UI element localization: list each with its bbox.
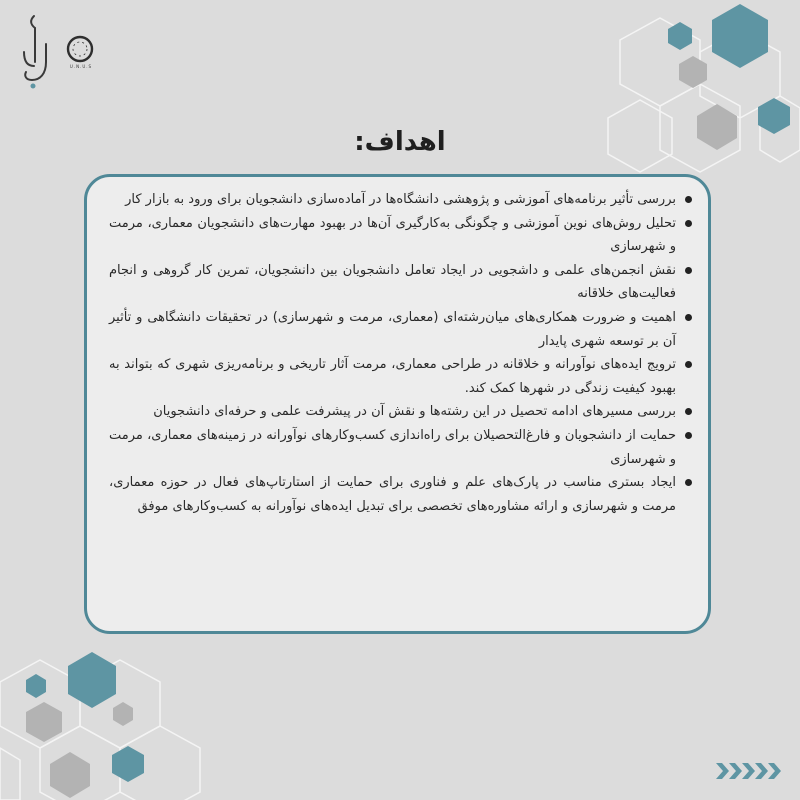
list-item: ترویج ایده‌های نوآورانه و خلاقانه در طراحی معماری، مرمت آثار تاریخی و برنامه‌ریزی شهری که بتواند به بهبود کیفیت زندگی در شهرها کمک کند. [109, 353, 690, 400]
page-title: اهداف: [354, 127, 446, 157]
logo-caption: U.N.U.S [69, 64, 93, 69]
circle-logo-icon [60, 34, 100, 68]
list-item: اهمیت و ضرورت همکاری‌های میان‌رشته‌ای (معماری، مرمت و شهرسازی) در تحقیقات دانشگاهی و تأثیر آن بر توسعه شهری پایدار [109, 306, 690, 353]
list-item: بررسی مسیرهای ادامه تحصیل در این رشته‌ها و نقش آن در پیشرفت علمی و حرفه‌ای دانشجویان [109, 400, 690, 424]
goals-list [109, 188, 690, 518]
calligraphy-logo-icon [18, 14, 54, 94]
list-item: تحلیل روش‌های نوین آموزشی و چگونگی به‌کارگیری آن‌ها در بهبود مهارت‌های دانشجویان معماری، مرمت و شهرسازی [109, 212, 690, 259]
list-item: ایجاد بستری مناسب در پارک‌های علم و فناوری برای حمایت از استارتاپ‌های فعال در حوزه معماری، مرمت و شهرسازی و ارائه مشاوره‌های تخصصی برای تبدیل ایده‌های نوآورانه به کسب‌وکارهای موفق [109, 471, 690, 518]
list-item: حمایت از دانشجویان و فارغ‌التحصیلان برای راه‌اندازی کسب‌وکارهای نوآورانه در زمینه‌های معماری، مرمت و شهرسازی [109, 424, 690, 471]
list-item: نقش انجمن‌های علمی و داشجویی در ایجاد تعامل دانشجویان بین دانشجویان، تمرین کار گروهی و انجام فعالیت‌های خلاقانه [109, 259, 690, 306]
list-item: بررسی تأثیر برنامه‌های آموزشی و پژوهشی دانشگاه‌ها در آماده‌سازی دانشجویان برای ورود به بازار کار [109, 188, 690, 212]
goals-card [84, 174, 711, 634]
double-chevron-arrows-icon[interactable] [716, 761, 784, 781]
